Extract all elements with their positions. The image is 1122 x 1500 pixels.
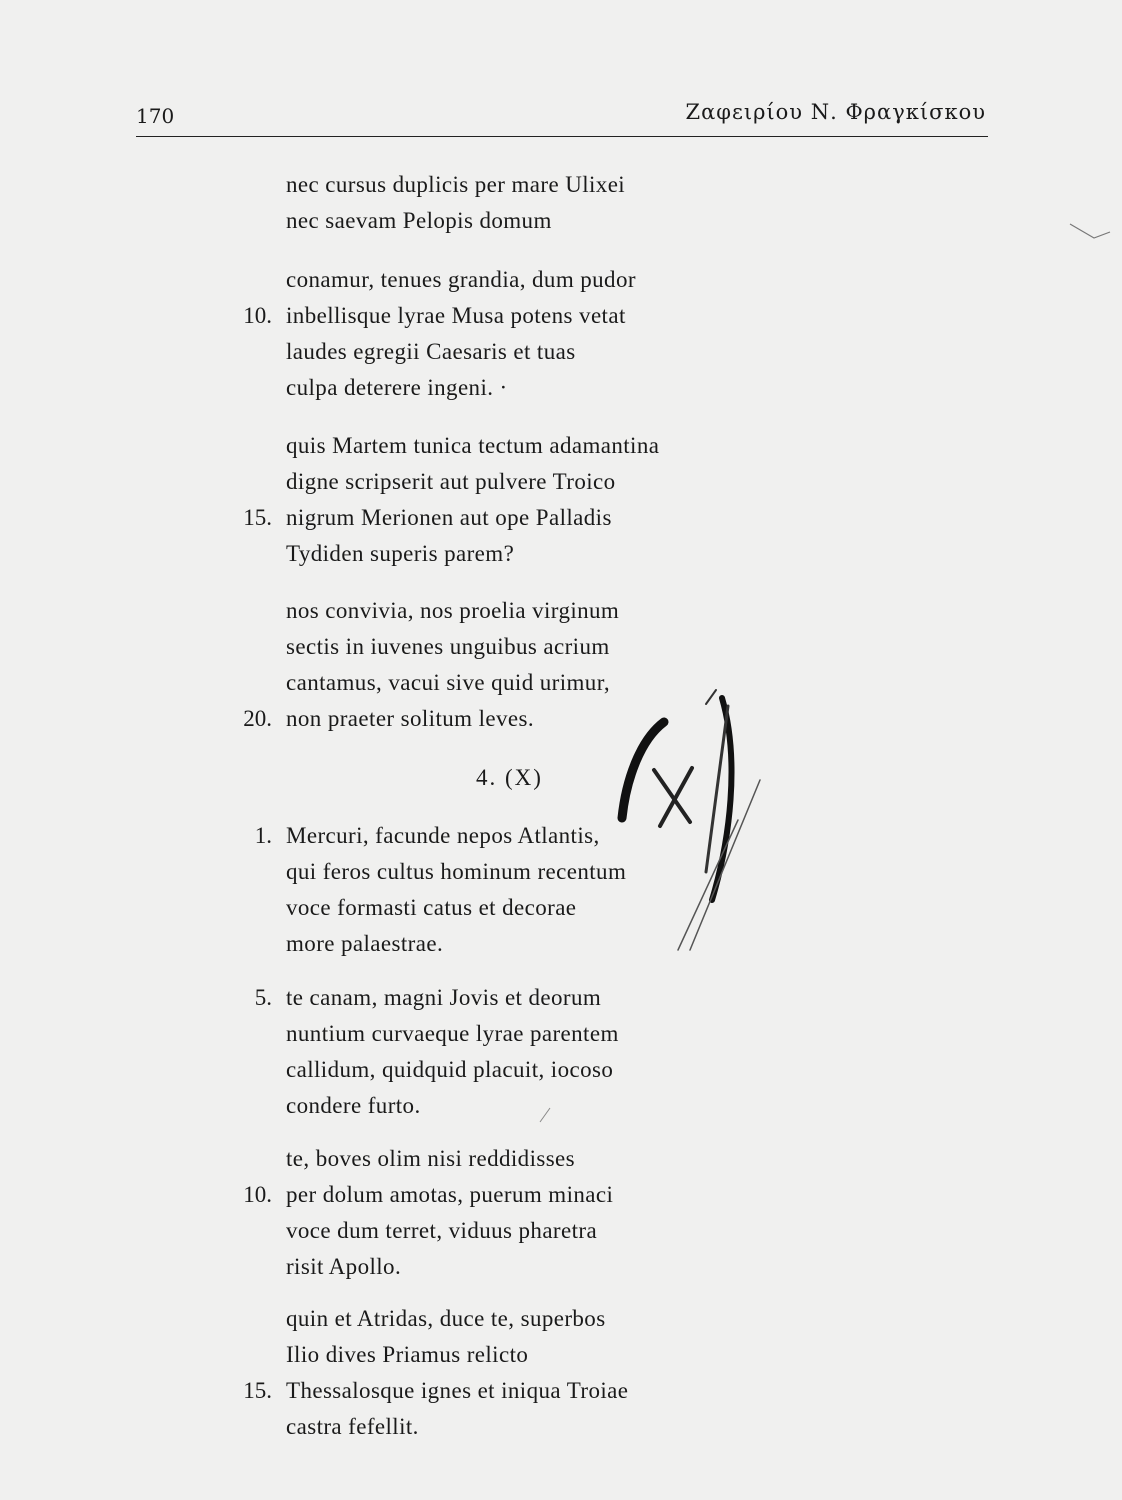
verse-line: risit Apollo. [286, 1254, 402, 1279]
verse-line: sectis in iuvenes unguibus acrium [286, 634, 610, 659]
verse-line: more palaestrae. [286, 931, 444, 956]
verse-line: quin et Atridas, duce te, superbos [286, 1306, 606, 1331]
verse-line: per dolum amotas, puerum minaci [286, 1182, 614, 1207]
verse-line: conamur, tenues grandia, dum pudor [286, 267, 636, 292]
line-number: 5. [254, 985, 272, 1010]
verse-line: culpa deterere ingeni. · [286, 375, 508, 400]
verse-line: Mercuri, facunde nepos Atlantis, [286, 823, 600, 848]
verse-line: Tydiden superis parem? [286, 541, 515, 566]
section-heading: 4. (X) [476, 765, 543, 790]
page-number: 170 [136, 104, 175, 128]
verse-line: nuntium curvaeque lyrae parentem [286, 1021, 619, 1046]
verse-line: cantamus, vacui sive quid urimur, [286, 670, 610, 695]
verse-line: nec cursus duplicis per mare Ulixei [286, 172, 626, 197]
verse-line: te canam, magni Jovis et deorum [286, 985, 602, 1010]
line-number: 15. [243, 1378, 272, 1403]
verse-line: Ilio dives Priamus relicto [286, 1342, 529, 1367]
verse-line: nos convivia, nos proelia virginum [286, 598, 620, 623]
verse-line: callidum, quidquid placuit, iocoso [286, 1057, 614, 1082]
line-number: 15. [243, 505, 272, 530]
verse-line: condere furto. [286, 1093, 421, 1118]
annotation-bracket-left [622, 722, 664, 818]
verse-line: Thessalosque ignes et iniqua Troiae [286, 1378, 629, 1403]
line-number: 10. [243, 1182, 272, 1207]
verse-line: laudes egregii Caesaris et tuas [286, 339, 576, 364]
verse-line: voce dum terret, viduus pharetra [286, 1218, 598, 1243]
verse-line: nec saevam Pelopis domum [286, 208, 552, 233]
verse-line: nigrum Merionen aut ope Palladis [286, 505, 612, 530]
line-number: 1. [254, 823, 272, 848]
verse-line: inbellisque lyrae Musa potens vetat [286, 303, 626, 328]
line-number: 20. [243, 706, 272, 731]
verse-line: voce formasti catus et decorae [286, 895, 577, 920]
verse-line: qui feros cultus hominum recentum [286, 859, 627, 884]
verse-line: quis Martem tunica tectum adamantina [286, 433, 660, 458]
verse-line: digne scripserit aut pulvere Troico [286, 469, 616, 494]
verse-line: non praeter solitum leves. [286, 706, 535, 731]
verse-line: te, boves olim nisi reddidisses [286, 1146, 576, 1171]
line-number: 10. [243, 303, 272, 328]
running-head: Ζαφειρίου Ν. Φραγκίσκου [685, 100, 986, 124]
verse-line: castra fefellit. [286, 1414, 419, 1439]
